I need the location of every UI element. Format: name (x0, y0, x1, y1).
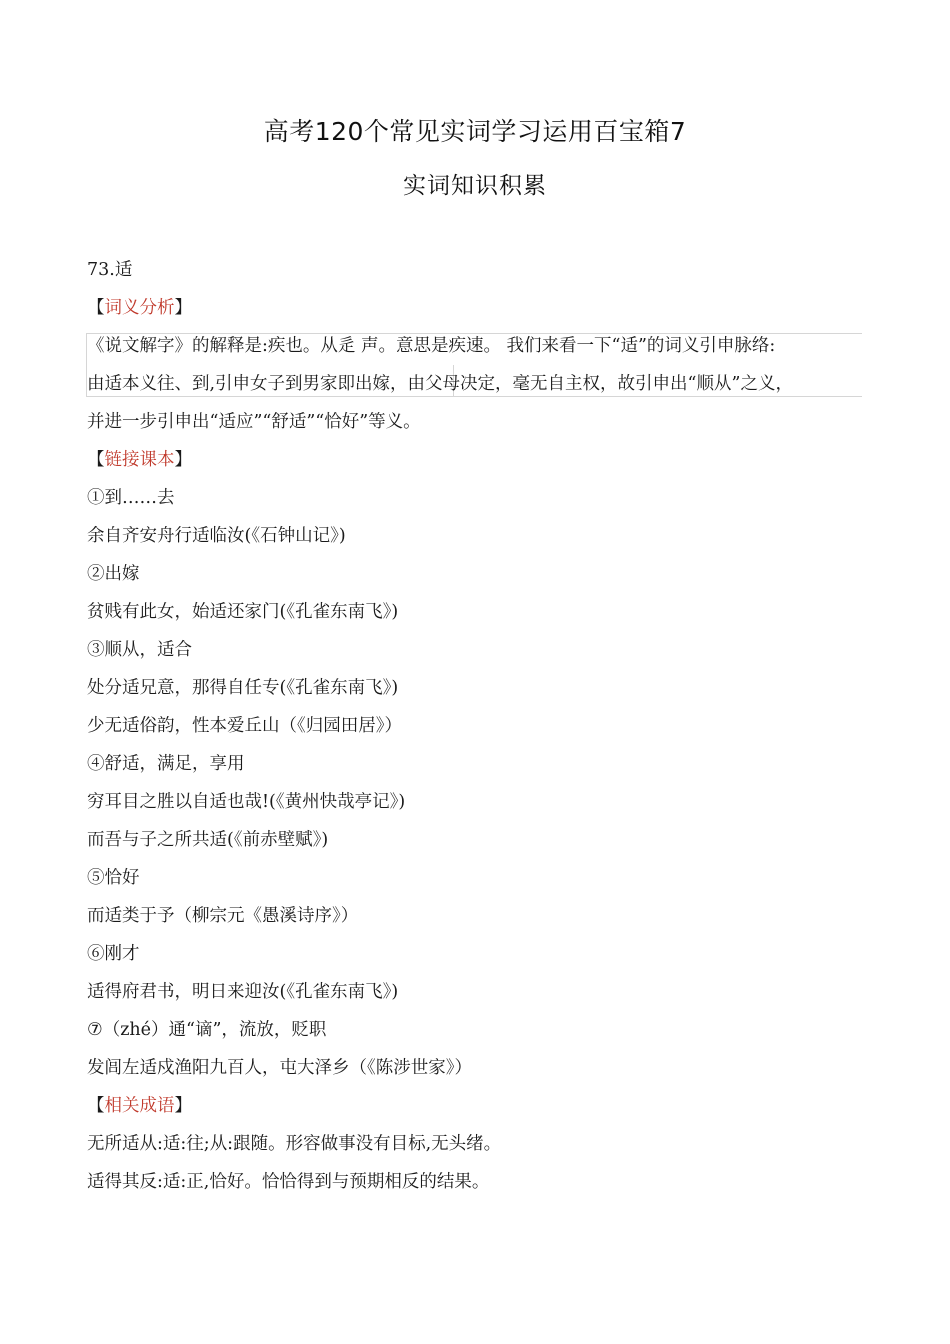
bracket-open: 【 (87, 450, 105, 470)
bracket-open: 【 (87, 1096, 105, 1116)
section-heading-analysis (87, 289, 877, 327)
textbook-line: ①到……去 (87, 488, 175, 508)
textbook-line: 少无适俗韵，性本爱丘山（《归园田居》） (87, 716, 402, 736)
textbook-line: 余自齐安舟行适临汝(《石钟山记》) (87, 526, 346, 546)
section-label: 词义分析 (104, 298, 175, 318)
textbook-line: 贫贱有此女，始适还家门(《孔雀东南飞》) (87, 602, 399, 622)
section-label: 链接课本 (104, 450, 175, 470)
bracket-close: 】 (174, 1096, 192, 1116)
textbook-line: ⑤恰好 (87, 868, 140, 888)
analysis-line: 并进一步引申出“适应”“舒适”“恰好”等义。 (87, 412, 421, 432)
textbook-line: 而适类于予（柳宗元《愚溪诗序》） (87, 906, 359, 926)
section-label: 相关成语 (104, 1096, 175, 1116)
bracket-open: 【 (87, 298, 105, 318)
textbook-line: 处分适兄意，那得自任专(《孔雀东南飞》) (87, 678, 399, 698)
analysis-line: 由适本义往、到,引申女子到男家即出嫁，由父母决定，毫无自主权，故引申出“顺从”之义， (87, 374, 793, 394)
textbook-line: 而吾与子之所共适(《前赤壁赋》) (87, 830, 329, 850)
textbook-line: 适得府君书，明日来迎汝(《孔雀东南飞》) (87, 982, 399, 1002)
textbook-line: ⑦（zhé）通“谪”，流放，贬职 (87, 1020, 327, 1040)
textbook-line: ⑥刚才 (87, 944, 140, 964)
analysis-line: 《说文解字》的解释是:疾也。从辵 声。意思是疾速。 我们来看一下“适”的词义引申脉络: (87, 336, 776, 356)
bracket-close: 】 (174, 298, 192, 318)
entry-heading: 73.适 (87, 260, 133, 280)
textbook-line: 发闾左适戍渔阳九百人，屯大泽乡（《陈涉世家》） (87, 1058, 472, 1078)
document-title: 高考120个常见实词学习运用百宝箱7 (263, 117, 687, 146)
textbook-line: ④舒适，满足，享用 (87, 754, 245, 774)
textbook-line: ③顺从，适合 (87, 640, 192, 660)
document-subtitle: 实词知识积累 (403, 173, 547, 199)
textbook-line: ②出嫁 (87, 564, 140, 584)
bracket-close: 】 (174, 450, 192, 470)
document-body (87, 251, 877, 1201)
textbook-line: 穷耳目之胜以自适也哉!(《黄州快哉亭记》) (87, 792, 406, 812)
section-heading-idioms (87, 1087, 877, 1125)
section-heading-textbook (87, 441, 877, 479)
idiom-line: 无所适从:适:往;从:跟随。形容做事没有目标,无头绪。 (87, 1134, 502, 1154)
idiom-line: 适得其反:适:正,恰好。恰恰得到与预期相反的结果。 (87, 1172, 490, 1192)
